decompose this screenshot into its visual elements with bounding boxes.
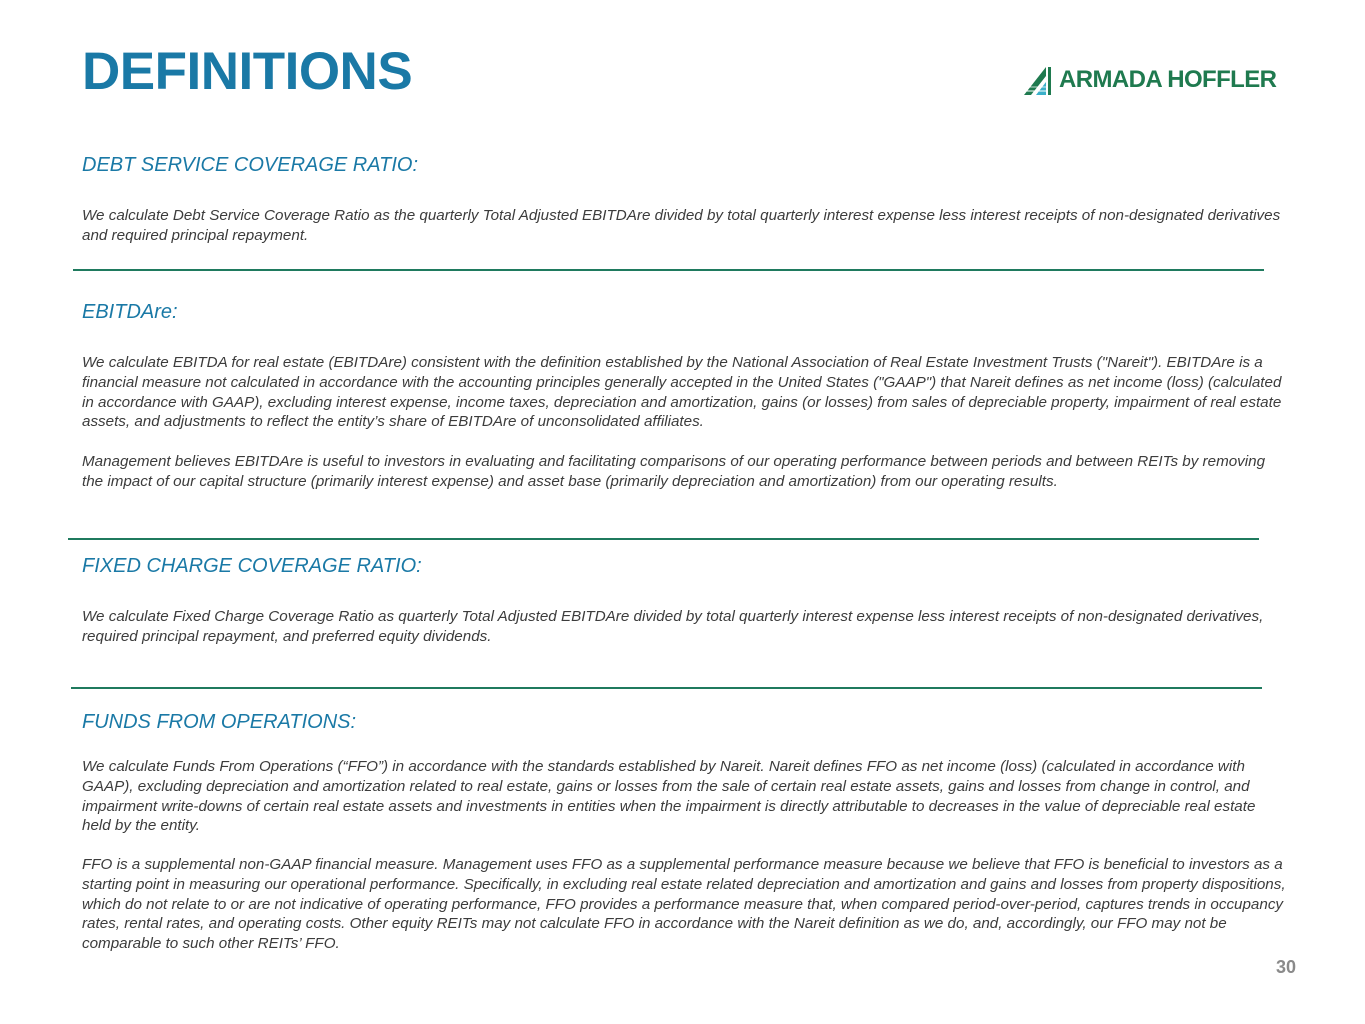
definition-paragraph: Management believes EBITDAre is useful to investors in evaluating and facilitating comparisons of our operating performance between periods and between REITs by removing the impact of our capital structure (primarily interest expense) and asset base (primarily depreciation and amortization) from our operating results. <box>82 453 1266 490</box>
section-heading-funds-from-operations: FUNDS FROM OPERATIONS: <box>82 711 357 733</box>
logo-mark-icon <box>1022 63 1056 97</box>
section-heading-debt-service-coverage-ratio: DEBT SERVICE COVERAGE RATIO: <box>82 154 418 176</box>
definition-paragraph: We calculate Debt Service Coverage Ratio as the quarterly Total Adjusted EBITDAre divided by total quarterly interest expense less interest receipts of non-designated derivatives and required principal repayment. <box>82 207 1281 244</box>
section-divider <box>73 269 1264 271</box>
page-number: 30 <box>1275 957 1296 977</box>
logo-text: ARMADA HOFFLER <box>1059 66 1277 93</box>
section-divider <box>71 687 1262 689</box>
section-divider <box>68 538 1259 540</box>
definition-paragraph: We calculate EBITDA for real estate (EBITDAre) consistent with the definition established by the National Association of Real Estate Investment Trusts ("Nareit"). EBITDAre is a financial measure not calculated in accordance with the accounting principles generally accepted in the United States ("GAAP") that Nareit defines as net income (loss) (calculated in accordance with GAAP), excluding interest expense, income taxes, depreciation and amortization, gains (or losses) from sales of depreciable property, impairment of real estate assets, and adjustments to reflect the entity’s share of EBITDAre of unconsolidated affiliates. <box>82 354 1282 431</box>
definition-paragraph: FFO is a supplemental non-GAAP financial measure. Management uses FFO as a supplemental performance measure because we believe that FFO is beneficial to investors as a starting point in measuring our operational performance. Specifically, in excluding real estate related depreciation and amortization and gains and losses from property dispositions, which do not relate to or are not indicative of operating performance, FFO provides a performance measure that, when compared period-over-period, captures trends in occupancy rates, rental rates, and operating costs. Other equity REITs may not calculate FFO in accordance with the Nareit definition as we do, and, accordingly, our FFO may not be comparable to such other REITs’ FFO. <box>82 856 1286 953</box>
company-logo <box>1022 62 1276 98</box>
page-title: DEFINITIONS <box>82 42 413 101</box>
section-heading-ebitdare: EBITDAre: <box>82 301 178 323</box>
definition-paragraph: We calculate Funds From Operations (“FFO”) in accordance with the standards established by Nareit. Nareit defines FFO as net income (loss) (calculated in accordance with GAAP), excluding depreciation and amortization related to real estate, gains or losses from the sale of certain real estate assets, gains and losses from change in control, and impairment write-downs of certain real estate assets and investments in entities when the impairment is directly attributable to decreases in the value of depreciable real estate held by the entity. <box>82 758 1256 835</box>
definition-paragraph: We calculate Fixed Charge Coverage Ratio as quarterly Total Adjusted EBITDAre divided by total quarterly interest expense less interest receipts of non-designated derivatives, required principal repayment, and preferred equity dividends. <box>82 608 1264 645</box>
section-heading-fixed-charge-coverage-ratio: FIXED CHARGE COVERAGE RATIO: <box>82 555 422 577</box>
